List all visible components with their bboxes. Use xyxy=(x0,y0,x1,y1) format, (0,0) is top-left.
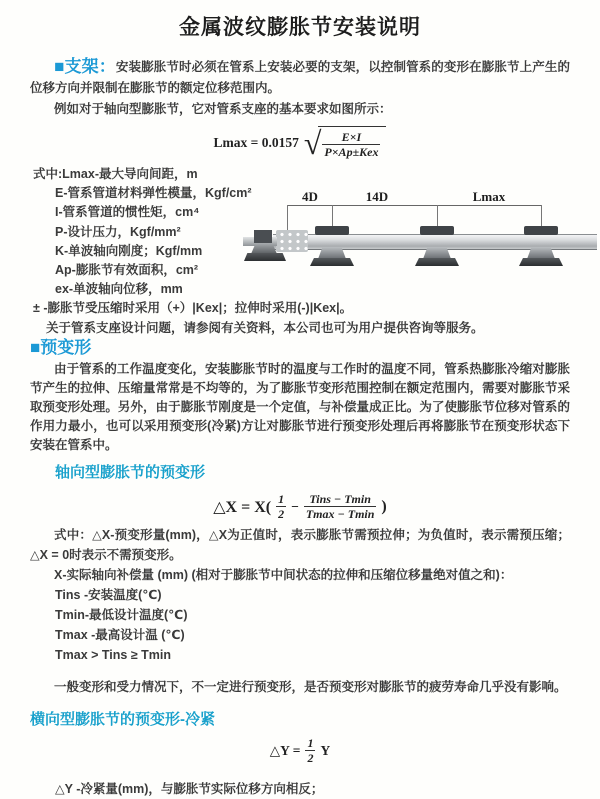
temp-definition-tmax: Tmax -最高设计温 (℃) xyxy=(55,627,185,642)
definition-e: E-管系管道材料弹性模量，Kgf/cm² xyxy=(55,186,252,201)
document-content xyxy=(0,56,600,799)
radical-sign: √ xyxy=(303,124,322,161)
predeform-section-heading: ■预变形 xyxy=(30,337,92,357)
temp-definition-tmin: Tmin-最低设计温度(℃) xyxy=(55,607,188,622)
lateral-formula-lhs: △Y = xyxy=(269,742,301,758)
lateral-half-numerator: 1 xyxy=(307,736,314,751)
pipe-support-diagram xyxy=(243,190,599,287)
support-section-heading: ■支架： xyxy=(54,57,116,76)
support-base xyxy=(310,258,354,266)
support-saddle xyxy=(318,247,346,259)
support-saddle xyxy=(423,247,451,259)
support-consulting-note: 关于管系支座设计问题，请参阅有关资料，本公司也可为用户提供咨询等服务。 xyxy=(46,320,484,335)
pipe-support xyxy=(413,190,461,280)
support-base xyxy=(415,258,459,266)
support-example-text: 例如对于轴向型膨胀节，它对管系支座的基本要求如图所示： xyxy=(54,102,392,116)
lmax-fraction-numerator: E×I xyxy=(341,130,362,144)
definition-p: P-设计压力，Kgf/mm² xyxy=(55,224,181,239)
support-cap xyxy=(315,226,349,235)
radicand xyxy=(318,126,386,159)
anchor-block xyxy=(254,230,272,243)
support-cap xyxy=(524,226,558,235)
lmax-formula xyxy=(30,123,570,162)
definition-ex: ex-单波轴向位移，mm xyxy=(55,282,183,297)
definition-plusminus: ± -膨胀节受压缩时采用（+）|Kex|；拉伸时采用(-)|Kex|。 xyxy=(33,301,353,316)
axial-formula-close-paren: ) xyxy=(381,497,387,515)
page-title: 金属波纹膨胀节安装说明 xyxy=(179,16,421,39)
lateral-half-denominator: 2 xyxy=(307,751,314,766)
support-base xyxy=(519,258,563,266)
lmax-fraction-denominator: P×Ap±Kex xyxy=(324,145,379,159)
lateral-formula xyxy=(30,735,570,767)
temperature-fraction-denominator: Tmax − Tmin xyxy=(305,507,375,522)
definition-ap: Ap-膨胀节有效面积，cm² xyxy=(55,263,199,278)
temp-definition-tins: Tins -安装温度(℃) xyxy=(55,587,162,602)
axial-formula-lhs: △X = X( xyxy=(213,498,272,516)
dimension-label-14d: 14D xyxy=(365,189,389,204)
minus-operator: − xyxy=(291,498,299,514)
dimension-label-4d: 4D xyxy=(302,189,318,204)
lateral-subsection-heading: 横向型膨胀节的预变形-冷紧 xyxy=(30,710,215,728)
anchor-base xyxy=(244,253,286,261)
lmax-formula-lhs: Lmax = 0.0157 xyxy=(213,134,299,150)
definition-k: K-单波轴向刚度；Kgf/mm xyxy=(55,243,203,258)
fixed-anchor-support xyxy=(243,190,287,280)
axial-note-deltax: 式中：△X-预变形量(mm)，△X为正值时，表示膨胀节需预拉伸；为负值时，表示需预压缩；△X = 0时表示不需预变形。 xyxy=(30,527,570,562)
lmax-fraction xyxy=(322,130,380,159)
temp-inequality: Tmax > Tins ≥ Tmin xyxy=(55,647,172,662)
lateral-formula-rhs: Y xyxy=(320,742,331,758)
square-root xyxy=(304,126,387,159)
axial-formula xyxy=(30,489,570,525)
half-numerator: 1 xyxy=(278,492,285,507)
support-saddle xyxy=(527,247,555,259)
axial-note-x: X-实际轴向补偿量 (mm) (相对于膨胀节中间状态的拉伸和压缩位移量绝对值之和)： xyxy=(54,567,513,582)
pipe-support xyxy=(308,190,356,280)
axial-subsection-heading: 轴向型膨胀节的预变形 xyxy=(55,463,206,481)
pipe-support xyxy=(517,190,565,280)
support-cap xyxy=(420,226,454,235)
predeform-paragraph: 由于管系的工作温度变化，安装膨胀节时的温度与工作时的温度不同，管系热膨胀冷缩对膨胀节产生的拉伸、压缩量常常是不均等的，为了膨胀节变形范围控制在额定范围内，需要对膨胀节采取预变形处理。另外，由于膨胀节刚度是一个定值，与补偿量成正比。为了使膨胀节位移对管系的作用力最小，也可以采用预变形(冷紧)方让对膨胀节进行预变形处理后再将膨胀节在预变形状态下安装在管系中。 xyxy=(30,361,570,452)
dimension-label-lmax: Lmax xyxy=(472,189,506,204)
axial-fatigue-note: 一般变形和受力情况下，不一定进行预变形，是否预变形对膨胀节的疲劳寿命几乎没有影响。 xyxy=(54,680,567,695)
lateral-fraction-half xyxy=(305,736,315,765)
half-denominator: 2 xyxy=(278,507,285,522)
support-paragraph xyxy=(30,56,570,99)
axial-fraction-half xyxy=(276,492,286,521)
temperature-fraction-numerator: Tins − Tmin xyxy=(309,492,371,507)
lateral-coldtight-note: △Y -冷紧量(mm)，与膨胀节实际位移方向相反； xyxy=(55,781,324,796)
definition-lmax: 式中:Lmax-最大导向间距，m xyxy=(33,167,198,181)
definition-i: I-管系管道的惯性矩，cm⁴ xyxy=(55,205,200,220)
support-paragraph-text: 安装膨胀节时必须在管系上安装必要的支架，以控制管系的变形在膨胀节上产生的位移方向并限制在膨胀节的额定位移范围内。 xyxy=(30,60,570,95)
axial-temperature-fraction xyxy=(304,492,377,521)
